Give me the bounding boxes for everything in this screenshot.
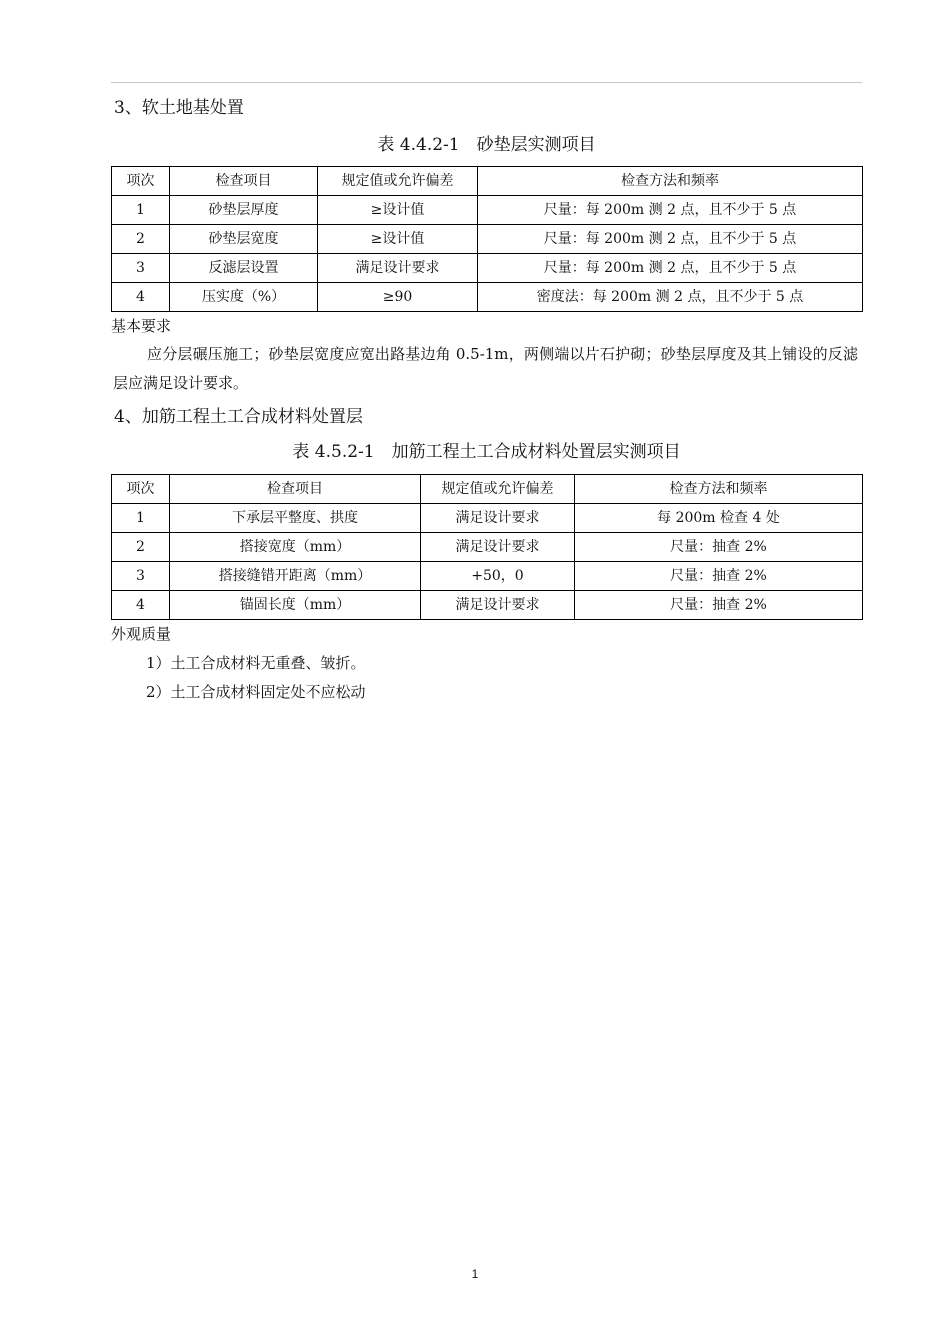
table-cell: 1 — [112, 504, 170, 533]
sand-cushion-table — [111, 166, 863, 312]
section-3-heading: 3、软土地基处置 — [114, 98, 244, 118]
table-cell: 1 — [112, 196, 170, 225]
table-cell: 每 200m 检查 4 处 — [575, 504, 863, 533]
table-cell: +50，0 — [421, 562, 575, 591]
table-cell: 砂垫层宽度 — [170, 225, 318, 254]
table-row — [112, 504, 863, 533]
table-cell: 2 — [112, 533, 170, 562]
table-cell: 搭接缝错开距离（mm） — [170, 562, 421, 591]
table-cell: 锚固长度（mm） — [170, 591, 421, 620]
table-1-caption: 表 4.4.2-1 砂垫层实测项目 — [377, 135, 596, 155]
table-cell: 尺量：抽查 2% — [575, 533, 863, 562]
table-row — [112, 562, 863, 591]
table-cell: 尺量：每 200m 测 2 点，且不少于 5 点 — [478, 225, 863, 254]
table-cell: 尺量：抽查 2% — [575, 591, 863, 620]
table-cell: 4 — [112, 591, 170, 620]
basic-requirements-text: 应分层碾压施工；砂垫层宽度应宽出路基边角 0.5-1m，两侧端以片石护砌；砂垫层厚度及其上铺设的反滤层应满足设计要求。 — [113, 345, 858, 392]
table-row — [112, 533, 863, 562]
table-cell: 3 — [112, 562, 170, 591]
page-number: 1 — [471, 1267, 479, 1281]
header-cell: 检查方法和频率 — [575, 475, 863, 504]
header-cell: 检查方法和频率 — [478, 167, 863, 196]
table-cell: ≥90 — [318, 283, 478, 312]
table-cell: 尺量：每 200m 测 2 点，且不少于 5 点 — [478, 196, 863, 225]
table-cell: ≥设计值 — [318, 196, 478, 225]
header-cell: 项次 — [112, 475, 170, 504]
table-cell: 满足设计要求 — [421, 504, 575, 533]
table-cell: 尺量：每 200m 测 2 点，且不少于 5 点 — [478, 254, 863, 283]
table-2-caption: 表 4.5.2-1 加筋工程土工合成材料处置层实测项目 — [292, 442, 681, 462]
table-row — [112, 196, 863, 225]
appearance-quality-label: 外观质量 — [111, 625, 172, 643]
table-header-row — [112, 475, 863, 504]
table-cell: 尺量：抽查 2% — [575, 562, 863, 591]
table-cell: ≥设计值 — [318, 225, 478, 254]
geosynthetic-table — [111, 474, 863, 620]
header-rule — [111, 82, 862, 83]
table-cell: 4 — [112, 283, 170, 312]
table-cell: 搭接宽度（mm） — [170, 533, 421, 562]
table-cell: 2 — [112, 225, 170, 254]
table-row — [112, 225, 863, 254]
table-cell: 满足设计要求 — [318, 254, 478, 283]
header-cell: 规定值或允许偏差 — [318, 167, 478, 196]
table-cell: 压实度（%） — [170, 283, 318, 312]
header-cell: 项次 — [112, 167, 170, 196]
table-cell: 下承层平整度、拱度 — [170, 504, 421, 533]
section-4-heading: 4、加筋工程土工合成材料处置层 — [114, 407, 363, 427]
appearance-item: 1）土工合成材料无重叠、皱折。 — [146, 654, 366, 672]
table-cell: 反滤层设置 — [170, 254, 318, 283]
header-cell: 检查项目 — [170, 475, 421, 504]
table-cell: 密度法：每 200m 测 2 点，且不少于 5 点 — [478, 283, 863, 312]
basic-requirements-label: 基本要求 — [111, 317, 172, 335]
header-cell: 检查项目 — [170, 167, 318, 196]
table-cell: 满足设计要求 — [421, 533, 575, 562]
table-row — [112, 591, 863, 620]
header-cell: 规定值或允许偏差 — [421, 475, 575, 504]
table-row — [112, 254, 863, 283]
table-row — [112, 283, 863, 312]
table-header-row — [112, 167, 863, 196]
appearance-item: 2）土工合成材料固定处不应松动 — [146, 683, 366, 701]
table-cell: 砂垫层厚度 — [170, 196, 318, 225]
table-cell: 3 — [112, 254, 170, 283]
table-cell: 满足设计要求 — [421, 591, 575, 620]
